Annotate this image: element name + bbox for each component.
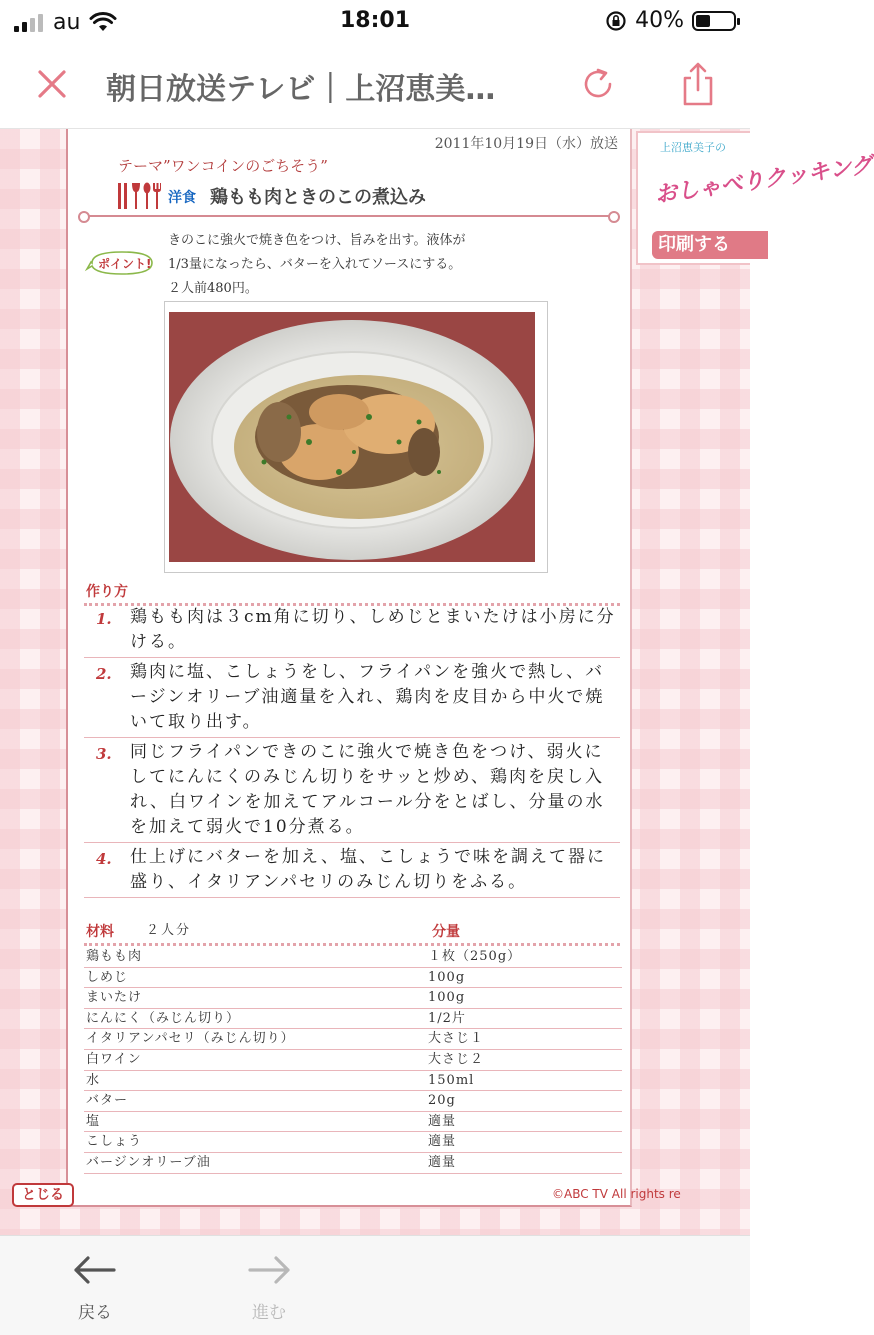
ingredient-name: 塩 bbox=[86, 1113, 101, 1129]
cutlery-icon bbox=[116, 181, 164, 211]
ingredient-name: 鶏もも肉 bbox=[86, 949, 143, 964]
ingredient-row bbox=[84, 1132, 622, 1153]
recipe-theme: テーマ”ワンコインのごちそう” bbox=[118, 157, 328, 175]
ingredient-name: バージンオリーブ油 bbox=[86, 1154, 211, 1170]
ingredient-qty: 150ml bbox=[428, 1072, 475, 1088]
back-arrow-icon bbox=[70, 1250, 120, 1290]
ingredient-row bbox=[84, 1112, 622, 1133]
recipe-category: 洋食 bbox=[168, 190, 196, 206]
method-step bbox=[84, 658, 620, 738]
page-title: 朝日放送テレビ｜上沼恵美… bbox=[106, 72, 496, 107]
recipe-title: 鶏もも肉ときのこの煮込み bbox=[210, 187, 426, 208]
ingredient-qty: 100g bbox=[428, 969, 466, 985]
method-heading: 作り方 bbox=[86, 584, 128, 600]
title-divider bbox=[84, 215, 614, 217]
status-right bbox=[605, 8, 736, 33]
copyright-notice: ©ABC TV All rights re bbox=[552, 1187, 681, 1201]
web-content[interactable] bbox=[0, 129, 874, 1235]
point-text bbox=[168, 229, 548, 301]
banner-title: おしゃべりクッキング bbox=[653, 152, 874, 209]
ingredients-heading: 材料 bbox=[86, 924, 114, 940]
status-bar bbox=[0, 0, 750, 44]
back-button[interactable] bbox=[70, 1250, 120, 1323]
close-icon bbox=[30, 62, 74, 106]
step-number: 1. bbox=[96, 610, 112, 628]
ingredient-qty: 大さじ１ bbox=[428, 1031, 485, 1047]
ingredient-row bbox=[84, 968, 622, 989]
back-label: 戻る bbox=[78, 1303, 112, 1323]
program-banner[interactable] bbox=[636, 131, 874, 265]
dish-photo-frame bbox=[164, 301, 548, 573]
ingredient-name: 白ワイン bbox=[86, 1051, 142, 1067]
ingredient-qty: 1/2片 bbox=[428, 1010, 466, 1026]
ingredient-name: しめじ bbox=[86, 969, 129, 985]
ingredient-row bbox=[84, 947, 622, 968]
reload-icon bbox=[576, 62, 620, 106]
ingredient-qty: 大さじ２ bbox=[428, 1051, 485, 1067]
ingredient-qty: 100g bbox=[428, 990, 466, 1006]
step-text: 仕上げにバターを加え、塩、こしょうで味を調えて器に盛り、イタリアンパセリのみじん切りをふる。 bbox=[130, 847, 607, 892]
point-line: ２人前480円。 bbox=[168, 281, 258, 296]
step-text: 同じフライパンできのこに強火で焼き色をつけ、弱火にしてにんにくのみじん切りをサッと炒め、鶏肉を戻し入れ、白ワインを加えてアルコール分をとばし、分量の水を加えて弱火で10分煮る。 bbox=[130, 742, 605, 837]
ingredient-qty: 適量 bbox=[428, 1154, 457, 1170]
method-steps bbox=[84, 603, 620, 898]
browser-nav-bar bbox=[0, 44, 750, 129]
recipe-card bbox=[66, 129, 632, 1207]
ingredient-row bbox=[84, 988, 622, 1009]
step-text: 鶏肉に塩、こしょうをし、フライパンを強火で熱し、バージンオリーブ油適量を入れ、鶏肉を皮目から中火で焼いて取り出す。 bbox=[130, 662, 605, 732]
ingredient-qty: 適量 bbox=[428, 1113, 457, 1129]
point-line: きのこに強火で焼き色をつけ、旨みを出す。液体が bbox=[168, 233, 466, 248]
ingredient-qty: １枚（250g） bbox=[428, 949, 522, 964]
point-badge bbox=[86, 249, 160, 277]
status-time: 18:01 bbox=[339, 8, 411, 33]
step-number: 2. bbox=[96, 665, 112, 683]
ingredient-row bbox=[84, 1050, 622, 1071]
point-line: 1/3量になったら、バターを入れてソースにする。 bbox=[168, 257, 462, 272]
ingredient-name: イタリアンパセリ（みじん切り） bbox=[86, 1031, 295, 1047]
close-page-button[interactable]: とじる bbox=[12, 1183, 74, 1207]
ingredients-table bbox=[84, 947, 622, 1174]
ingredient-row bbox=[84, 1071, 622, 1092]
ingredient-name: まいたけ bbox=[86, 990, 143, 1006]
servings-label: ２人分 bbox=[146, 923, 192, 938]
ingredient-name: にんにく（みじん切り） bbox=[86, 1010, 241, 1026]
method-step bbox=[84, 843, 620, 898]
ingredient-qty: 適量 bbox=[428, 1134, 457, 1150]
reload-button[interactable] bbox=[576, 62, 620, 106]
point-label: ポイント! bbox=[98, 257, 152, 271]
forward-arrow-icon bbox=[244, 1250, 294, 1290]
close-button[interactable] bbox=[30, 62, 74, 106]
ingredient-row bbox=[84, 1091, 622, 1112]
step-number: 3. bbox=[96, 745, 112, 763]
dish-photo bbox=[169, 312, 535, 562]
ingredient-row bbox=[84, 1009, 622, 1030]
banner-subtitle: 上沼恵美子の bbox=[660, 141, 726, 154]
forward-button[interactable] bbox=[244, 1250, 294, 1323]
battery-percent: 40% bbox=[635, 8, 684, 33]
ingredient-row bbox=[84, 1153, 622, 1174]
step-number: 4. bbox=[96, 850, 112, 868]
broadcast-date: 2011年10月19日（水）放送 bbox=[434, 136, 618, 152]
ingredients-divider bbox=[84, 943, 620, 946]
share-icon bbox=[676, 60, 720, 108]
share-button[interactable] bbox=[676, 60, 720, 108]
ingredient-name: 水 bbox=[86, 1072, 101, 1088]
ingredient-name: バター bbox=[86, 1093, 129, 1109]
step-text: 鶏もも肉は３cm角に切り、しめじとまいたけは小房に分ける。 bbox=[130, 607, 616, 652]
battery-icon bbox=[692, 11, 736, 31]
method-step bbox=[84, 738, 620, 843]
method-step bbox=[84, 603, 620, 658]
print-button[interactable]: 印刷する bbox=[652, 231, 768, 259]
ingredient-qty: 20g bbox=[428, 1093, 456, 1109]
amount-heading: 分量 bbox=[432, 924, 460, 940]
browser-toolbar bbox=[0, 1235, 750, 1335]
carrier-label: au bbox=[53, 10, 81, 35]
orientation-lock-icon bbox=[605, 10, 627, 32]
forward-label: 進む bbox=[252, 1303, 286, 1323]
ingredient-name: こしょう bbox=[86, 1134, 143, 1150]
ingredient-row bbox=[84, 1029, 622, 1050]
